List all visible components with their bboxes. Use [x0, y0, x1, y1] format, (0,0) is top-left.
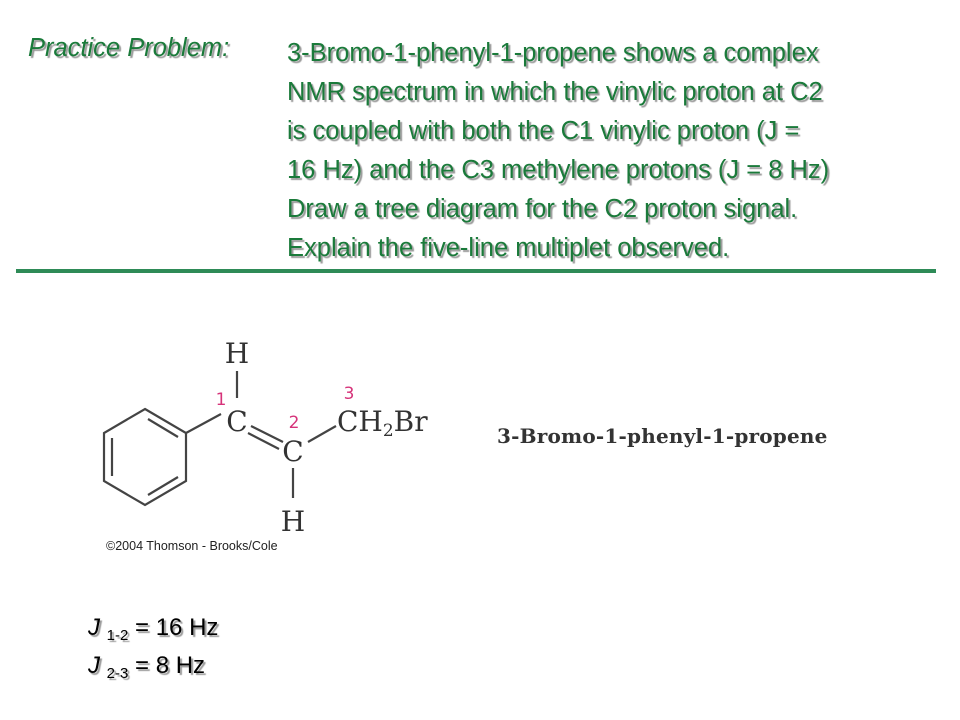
problem-label-text: Practice Problem [28, 34, 223, 62]
problem-label-colon: : [222, 34, 230, 62]
coupling-symbol: J [88, 652, 100, 679]
atom-c1: C [226, 405, 248, 438]
problem-line: NMR spectrum in which the vinylic proton at C2 [287, 78, 823, 106]
problem-label [28, 34, 229, 63]
position-number-1: 1 [215, 390, 227, 410]
c2-c3-bond [308, 426, 336, 442]
problem-line: Explain the five-line multiplet observed. [287, 234, 730, 262]
atom-br: Br [393, 405, 428, 438]
coupling-value: = 8 Hz [128, 652, 206, 679]
atom-subscript-2: 2 [382, 421, 394, 441]
ring-c1-bond [186, 414, 221, 433]
atom-ch: CH [337, 405, 383, 438]
coupling-value: = 16 Hz [128, 614, 219, 641]
coupling-symbol: J [88, 614, 100, 641]
c1-c2-double-bond-a [251, 426, 283, 442]
chain-bonds [186, 371, 336, 498]
position-number-2: 2 [288, 413, 300, 433]
c1-c2-double-bond-b [248, 433, 279, 449]
coupling-subscript: 2-3 [106, 665, 129, 682]
benzene-ring [104, 409, 186, 505]
copyright-notice: ©2004 Thomson - Brooks/Cole [106, 539, 278, 553]
compound-name: 3-Bromo-1-phenyl-1-propene [497, 424, 828, 448]
problem-line: is coupled with both the C1 vinylic proton (J = [287, 117, 800, 145]
atom-h-top: H [224, 337, 250, 370]
coupling-j23 [88, 652, 205, 682]
problem-statement [287, 34, 947, 268]
position-number-3: 3 [343, 384, 355, 404]
molecule-structure [80, 330, 460, 540]
coupling-j12 [88, 614, 218, 644]
coupling-subscript: 1-2 [106, 627, 129, 644]
section-divider [16, 269, 936, 273]
problem-line: 16 Hz) and the C3 methylene protons (J = 8 Hz) [287, 156, 830, 184]
atom-c2: C [282, 435, 304, 468]
atom-h-bottom: H [280, 505, 306, 538]
problem-line: Draw a tree diagram for the C2 proton signal. [287, 195, 798, 223]
atom-ch2br [337, 405, 428, 441]
problem-line: 3-Bromo-1-phenyl-1-propene shows a complex [287, 39, 819, 67]
